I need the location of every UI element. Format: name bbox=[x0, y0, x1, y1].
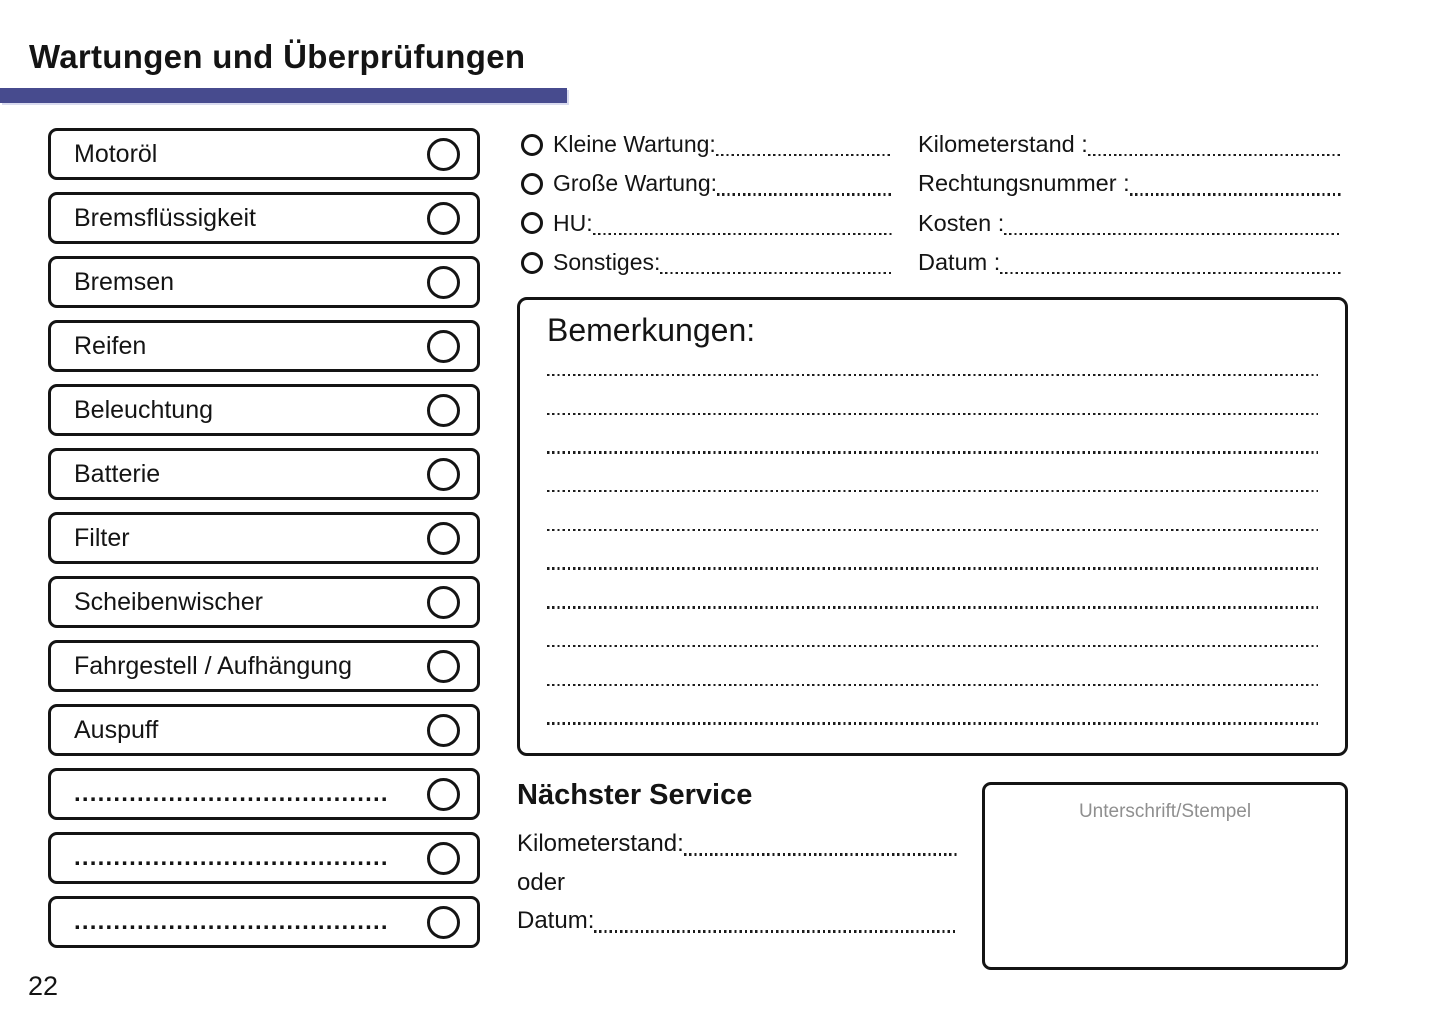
remarks-line[interactable] bbox=[547, 684, 1318, 686]
check-circle[interactable] bbox=[427, 650, 460, 683]
remarks-lines bbox=[547, 374, 1318, 761]
service-option-row bbox=[521, 164, 893, 203]
radio-circle[interactable] bbox=[521, 134, 543, 156]
check-circle[interactable] bbox=[427, 202, 460, 235]
checklist-blank-write-in[interactable]: ........................................ bbox=[74, 844, 389, 871]
service-option-label: HU: bbox=[553, 209, 593, 236]
check-circle[interactable] bbox=[427, 458, 460, 491]
title-accent-bar bbox=[0, 88, 567, 103]
inspection-checklist bbox=[48, 128, 480, 948]
checklist-item bbox=[48, 320, 480, 372]
checklist-item bbox=[48, 256, 480, 308]
check-circle[interactable] bbox=[427, 394, 460, 427]
checklist-item bbox=[48, 128, 480, 180]
checklist-item bbox=[48, 576, 480, 628]
service-option-label: Kleine Wartung: bbox=[553, 131, 716, 158]
checklist-item-label: Reifen bbox=[74, 331, 147, 360]
page-title: Wartungen und Überprüfungen bbox=[29, 38, 526, 75]
remarks-line[interactable] bbox=[547, 451, 1318, 453]
fill-in-line[interactable] bbox=[1130, 193, 1341, 195]
service-type-group bbox=[521, 125, 893, 282]
next-service-section bbox=[517, 779, 957, 941]
radio-circle[interactable] bbox=[521, 252, 543, 274]
record-field-row bbox=[918, 125, 1341, 164]
next-service-datum-label: Datum: bbox=[517, 907, 595, 935]
next-service-connector-row bbox=[517, 864, 957, 903]
check-circle[interactable] bbox=[427, 330, 460, 363]
record-field-row bbox=[918, 164, 1341, 203]
checklist-item-blank bbox=[48, 896, 480, 948]
fill-in-line[interactable] bbox=[1000, 272, 1341, 274]
record-field-label: Kilometerstand : bbox=[918, 131, 1088, 158]
record-field-label: Kosten : bbox=[918, 209, 1005, 236]
radio-circle[interactable] bbox=[521, 173, 543, 195]
checklist-item bbox=[48, 512, 480, 564]
check-circle[interactable] bbox=[427, 138, 460, 171]
record-field-row bbox=[918, 243, 1341, 282]
fill-in-line[interactable] bbox=[660, 272, 893, 274]
fill-in-line[interactable] bbox=[717, 193, 893, 195]
remarks-title: Bemerkungen: bbox=[547, 312, 756, 348]
remarks-line[interactable] bbox=[547, 529, 1318, 531]
check-circle[interactable] bbox=[427, 842, 460, 875]
service-option-label: Sonstiges: bbox=[553, 249, 661, 276]
fill-in-line[interactable] bbox=[716, 154, 893, 156]
checklist-item-label: Filter bbox=[74, 523, 130, 552]
signature-stamp-label: Unterschrift/Stempel bbox=[1078, 801, 1252, 822]
record-fields-group bbox=[918, 125, 1341, 282]
check-circle[interactable] bbox=[427, 714, 460, 747]
checklist-item-label: Bremsflüssigkeit bbox=[74, 203, 256, 232]
record-field-row bbox=[918, 204, 1341, 243]
record-field-label: Datum : bbox=[918, 249, 1001, 276]
fill-in-line[interactable] bbox=[684, 853, 957, 855]
remarks-line[interactable] bbox=[547, 490, 1318, 492]
fill-in-line[interactable] bbox=[1004, 233, 1341, 235]
checklist-item-blank bbox=[48, 768, 480, 820]
checklist-item bbox=[48, 384, 480, 436]
checklist-item-label: Motoröl bbox=[74, 139, 158, 168]
checklist-item-label: Bremsen bbox=[74, 267, 175, 296]
service-option-row bbox=[521, 125, 893, 164]
next-service-title: Nächster Service bbox=[517, 779, 753, 811]
remarks-line[interactable] bbox=[547, 374, 1318, 376]
next-service-connector: oder bbox=[517, 868, 566, 896]
remarks-line[interactable] bbox=[547, 413, 1318, 415]
checklist-item-label: Auspuff bbox=[74, 715, 159, 744]
checklist-item bbox=[48, 704, 480, 756]
remarks-line[interactable] bbox=[547, 645, 1318, 647]
checklist-item bbox=[48, 192, 480, 244]
checklist-item-label: Fahrgestell / Aufhängung bbox=[74, 651, 352, 680]
service-option-row bbox=[521, 204, 893, 243]
check-circle[interactable] bbox=[427, 778, 460, 811]
checklist-item bbox=[48, 448, 480, 500]
remarks-line[interactable] bbox=[547, 722, 1318, 724]
checklist-item-label: Batterie bbox=[74, 459, 161, 488]
checklist-item-label: Beleuchtung bbox=[74, 395, 214, 424]
fill-in-line[interactable] bbox=[594, 930, 957, 932]
next-service-kilometerstand-row bbox=[517, 825, 957, 864]
record-field-label: Rechtungsnummer : bbox=[918, 170, 1130, 197]
radio-circle[interactable] bbox=[521, 212, 543, 234]
signature-stamp-box[interactable] bbox=[982, 782, 1348, 970]
next-service-kilometerstand-label: Kilometerstand: bbox=[517, 830, 684, 858]
check-circle[interactable] bbox=[427, 522, 460, 555]
check-circle[interactable] bbox=[427, 586, 460, 619]
checklist-item-blank bbox=[48, 832, 480, 884]
checklist-item bbox=[48, 640, 480, 692]
remarks-box bbox=[517, 297, 1348, 756]
fill-in-line[interactable] bbox=[1088, 154, 1341, 156]
page-number: 22 bbox=[28, 971, 59, 1001]
checklist-blank-write-in[interactable]: ........................................ bbox=[74, 908, 389, 935]
remarks-line[interactable] bbox=[547, 606, 1318, 608]
checklist-item-label: Scheibenwischer bbox=[74, 587, 263, 616]
service-option-label: Große Wartung: bbox=[553, 170, 718, 197]
remarks-line[interactable] bbox=[547, 567, 1318, 569]
check-circle[interactable] bbox=[427, 266, 460, 299]
checklist-blank-write-in[interactable]: ........................................ bbox=[74, 780, 389, 807]
fill-in-line[interactable] bbox=[593, 233, 893, 235]
next-service-datum-row bbox=[517, 902, 957, 941]
check-circle[interactable] bbox=[427, 906, 460, 939]
service-option-row bbox=[521, 243, 893, 282]
